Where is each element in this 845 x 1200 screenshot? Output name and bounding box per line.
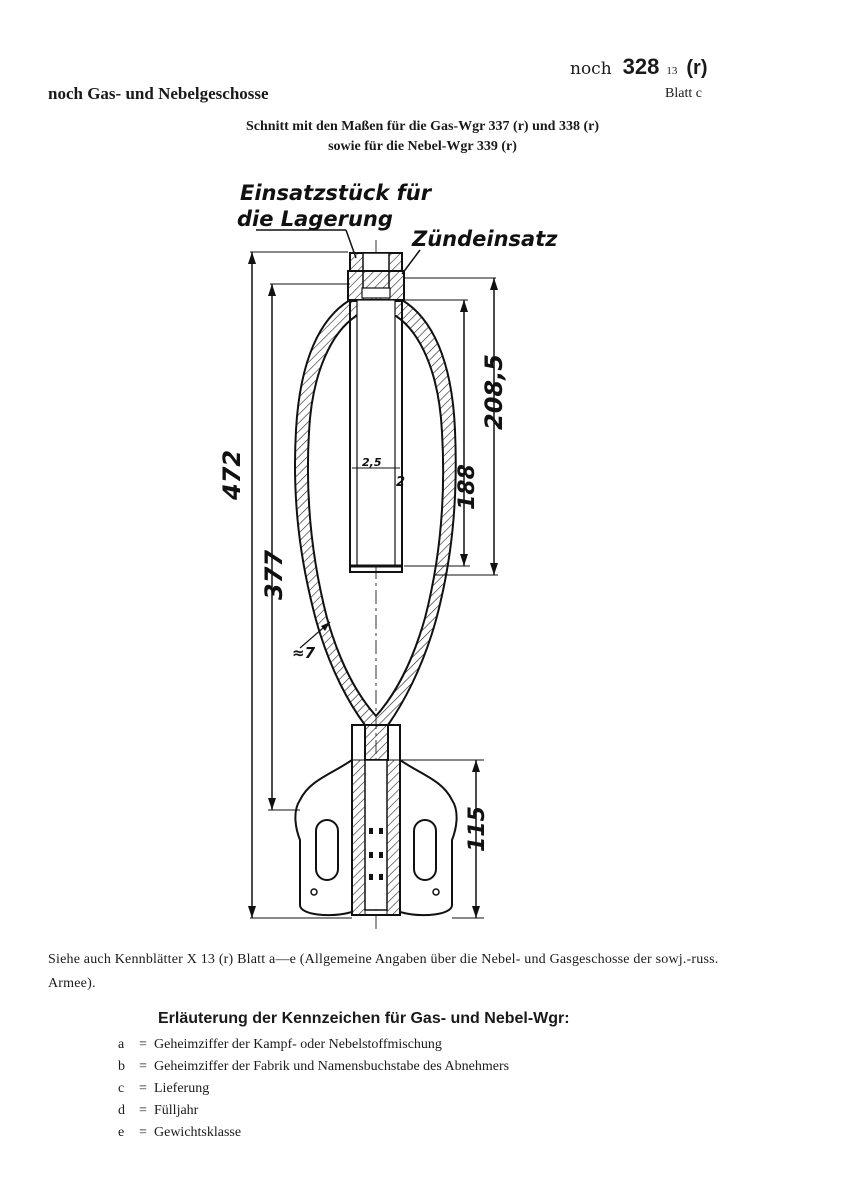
document-subscript: 13 bbox=[666, 65, 678, 77]
fin-slot-left bbox=[316, 820, 338, 880]
tail-fin-right bbox=[400, 760, 457, 915]
inner-dim-text: 2,5 bbox=[362, 456, 382, 469]
dim-115-text: 115 bbox=[465, 806, 490, 852]
legend-item: b = Geheimziffer der Fabrik und Namensbuchstabe des Abnehmers bbox=[118, 1059, 510, 1074]
dim-188-text: 188 bbox=[455, 464, 480, 510]
document-suffix: (r) bbox=[686, 57, 708, 79]
label-einsatzstueck-1: Einsatzstück für bbox=[240, 181, 432, 205]
inner-dim-text2: 2 bbox=[396, 475, 406, 490]
reference-note: Siehe auch Kennblätter X 13 (r) Blatt a—e (Allgemeine Angaben über die Nebel- und Gasgeschosse der sowj.-russ. Armee). bbox=[48, 952, 719, 991]
dim-wall-text: ≈7 bbox=[292, 644, 316, 662]
legend-title: Erläuterung der Kennzeichen für Gas- und Nebel-Wgr: bbox=[158, 1010, 570, 1027]
tail-fin-left bbox=[295, 760, 352, 915]
sheet-label: Blatt c bbox=[665, 86, 702, 101]
dim-377-text: 377 bbox=[260, 549, 288, 600]
label-zuendeinsatz: Zündeinsatz bbox=[412, 227, 558, 251]
figure-caption-line1: Schnitt mit den Maßen für die Gas-Wgr 337 (r) und 338 (r) bbox=[246, 119, 599, 134]
dim-472-text: 472 bbox=[218, 449, 246, 500]
header-noch: noch bbox=[570, 59, 612, 79]
legend-item: a = Geheimziffer der Kampf- oder Nebelstoffmischung bbox=[118, 1037, 442, 1052]
legend-list bbox=[118, 1034, 509, 1144]
document-number: 328 bbox=[622, 54, 660, 79]
legend-item: c = Lieferung bbox=[118, 1081, 210, 1096]
figure-caption-line2: sowie für die Nebel-Wgr 339 (r) bbox=[328, 139, 517, 154]
dim-208-text: 208,5 bbox=[480, 354, 508, 430]
label-einsatzstueck-2: die Lagerung bbox=[237, 207, 393, 231]
section-title: noch Gas- und Nebelgeschosse bbox=[48, 84, 269, 103]
fin-slot-right bbox=[414, 820, 436, 880]
legend-item: d = Fülljahr bbox=[118, 1103, 199, 1118]
legend-item: e = Gewichtsklasse bbox=[118, 1125, 242, 1140]
